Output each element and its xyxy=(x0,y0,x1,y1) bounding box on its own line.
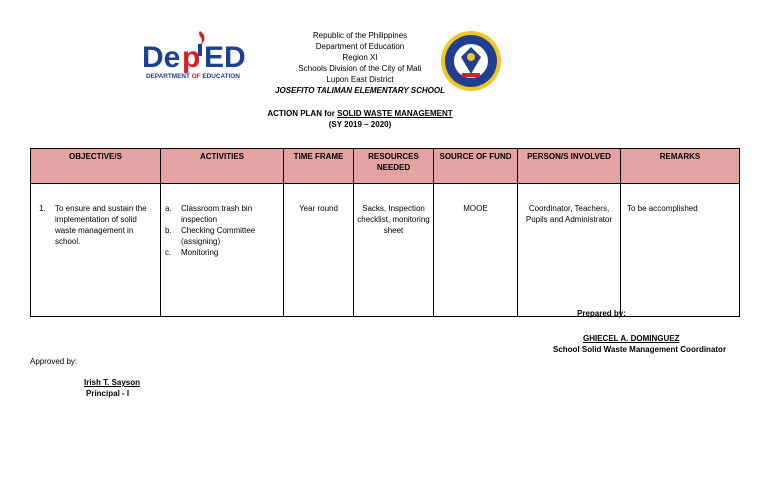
letterhead-line: Republic of the Philippines xyxy=(312,31,408,40)
title-subject: SOLID WASTE MANAGEMENT xyxy=(337,109,453,118)
approved-by-label: Approved by: xyxy=(30,357,78,366)
activities-cell xyxy=(161,184,284,317)
header-objectives: OBJECTIVE/S xyxy=(31,149,161,184)
persons-involved-cell: Coordinator, Teachers, Pupils and Administrator xyxy=(518,184,621,317)
header-persons-involved: PERSON/S INVOLVED xyxy=(518,149,621,184)
header-source-of-fund: SOURCE OF FUND xyxy=(434,149,518,184)
letterhead-line: Department of Education xyxy=(315,42,405,51)
school-name: JOSEFITO TALIMAN ELEMENTARY SCHOOL xyxy=(275,86,445,95)
objective-text: To ensure and sustain the implementation of solid waste management in school. xyxy=(55,204,147,246)
time-frame-cell: Year round xyxy=(284,184,354,317)
header-resources: RESOURCES NEEDED xyxy=(354,149,434,184)
svg-text:De: De xyxy=(142,41,181,74)
letterhead-line: Lupon East District xyxy=(326,75,394,84)
resources-cell: Sacks, Inspection checklist, monitoring sheet xyxy=(354,184,434,317)
prepared-by-name: GHIECEL A. DOMINGUEZ xyxy=(583,334,680,343)
svg-text:p: p xyxy=(182,41,201,74)
remarks-cell: To be accomplished xyxy=(621,184,740,317)
activity-item: c. Monitoring xyxy=(165,248,219,257)
table-header-row xyxy=(31,149,740,184)
action-plan-table xyxy=(30,148,740,317)
document-title xyxy=(200,108,520,130)
header-remarks: REMARKS xyxy=(621,149,740,184)
svg-text:ED: ED xyxy=(204,41,246,74)
school-year: (SY 2019 – 2020) xyxy=(328,120,392,129)
activity-item: b. Checking Committee (assigning) xyxy=(165,226,256,246)
header-activities: ACTIVITIES xyxy=(161,149,284,184)
objective-cell xyxy=(31,184,161,317)
activity-item: a. Classroom trash bin inspection xyxy=(165,204,253,224)
deped-logo xyxy=(140,28,258,86)
approved-by-position: Principal - I xyxy=(86,389,130,398)
objective-number: 1. xyxy=(39,204,46,213)
prepared-by-position: School Solid Waste Management Coordinator xyxy=(553,345,727,354)
approved-by-name: Irish T. Sayson xyxy=(84,378,141,387)
letterhead-line: Schools Division of the City of Mati xyxy=(298,64,422,73)
letterhead xyxy=(250,30,470,96)
title-prefix: ACTION PLAN for xyxy=(267,109,335,118)
deped-logo-subtext: DEPARTMENT OF EDUCATION xyxy=(146,73,240,80)
source-of-fund-cell: MOOE xyxy=(434,184,518,317)
prepared-by-label: Prepared by: xyxy=(577,309,626,318)
header-time-frame: TIME FRAME xyxy=(284,149,354,184)
table-row xyxy=(31,184,740,317)
letterhead-line: Region XI xyxy=(342,53,378,62)
